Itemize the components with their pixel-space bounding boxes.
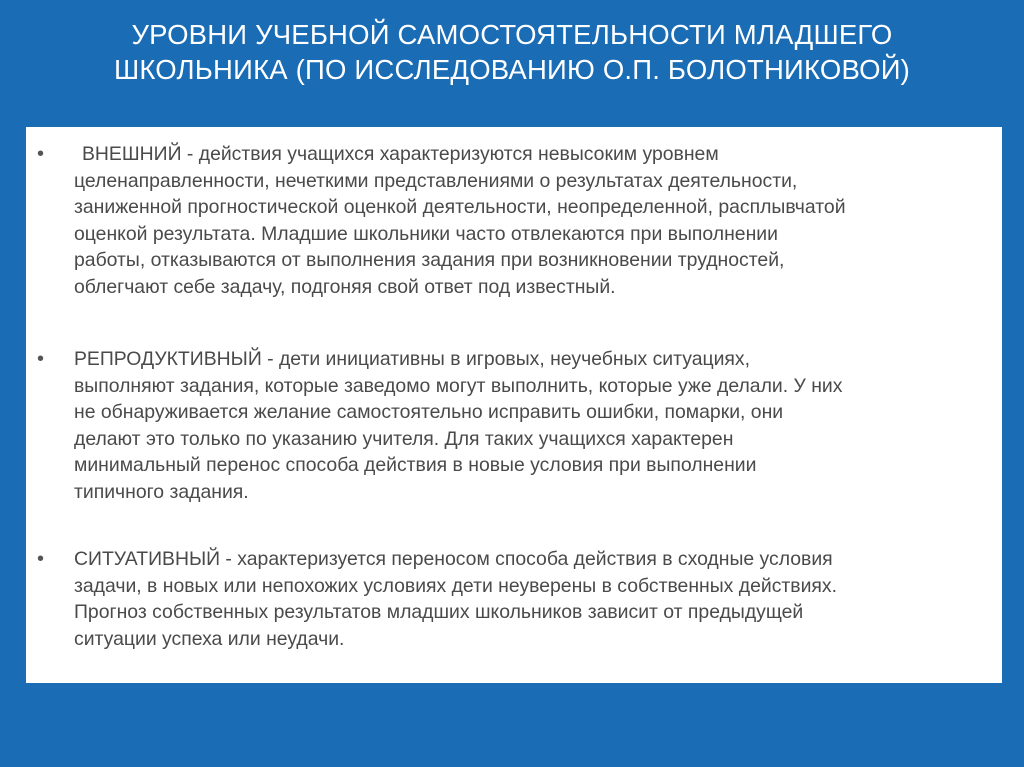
text-line: ситуации успеха или неудачи. (74, 627, 345, 650)
text-line: делают это только по указанию учителя. Для таких учащихся характерен (74, 427, 734, 450)
slide-title (60, 17, 964, 87)
bullet-icon: • (37, 348, 45, 370)
list-item-external-level (26, 141, 1002, 300)
text-line: работы, отказываются от выполнения задания при возникновении трудностей, (74, 249, 785, 271)
text-line: облегчают себе задачу, подгоняя свой ответ под известный. (74, 275, 616, 298)
text-line: типичного задания. (74, 480, 249, 503)
text-line: минимальный перенос способа действия в новые условия при выполнении (74, 454, 757, 476)
text-line: ВНЕШНИЙ - действия учащихся характеризуются невысоким уровнем (82, 143, 719, 165)
text-line: РЕПРОДУКТИВНЫЙ - дети инициативны в игровых, неучебных ситуациях, (74, 348, 751, 370)
slide-title-line: УРОВНИ УЧЕБНОЙ САМОСТОЯТЕЛЬНОСТИ МЛАДШЕГО (131, 19, 893, 50)
bullet-icon: • (37, 143, 45, 165)
list-item-situational-level (26, 546, 1002, 652)
text-line: Прогноз собственных результатов младших школьников зависит от предыдущей (74, 601, 804, 623)
text-line: задачи, в новых или непохожих условиях дети неуверены в собственных действиях. (74, 574, 837, 597)
slide-title-line: ШКОЛЬНИКА (ПО ИССЛЕДОВАНИЮ О.П. БОЛОТНИКОВОЙ) (113, 54, 911, 85)
text-line: не обнаруживается желание самостоятельно исправить ошибки, помарки, они (74, 401, 784, 423)
list-item-text (74, 141, 988, 300)
list-item-text (74, 346, 988, 505)
text-line: СИТУАТИВНЫЙ - характеризуется переносом способа действия в сходные условия (74, 548, 833, 570)
text-line: целенаправленности, нечеткими представлениями о результатах деятельности, (74, 169, 798, 192)
text-line: оценкой результата. Младшие школьники часто отвлекаются при выполнении (74, 222, 778, 245)
text-line: заниженной прогностической оценкой деятельности, неопределенной, расплывчатой (74, 196, 846, 218)
text-line: выполняют задания, которые заведомо могут выполнить, которые уже делали. У них (74, 374, 843, 397)
content-panel (26, 127, 1002, 683)
bullet-icon: • (37, 548, 45, 570)
list-item-text (74, 546, 988, 652)
list-item-reproductive-level (26, 346, 1002, 505)
